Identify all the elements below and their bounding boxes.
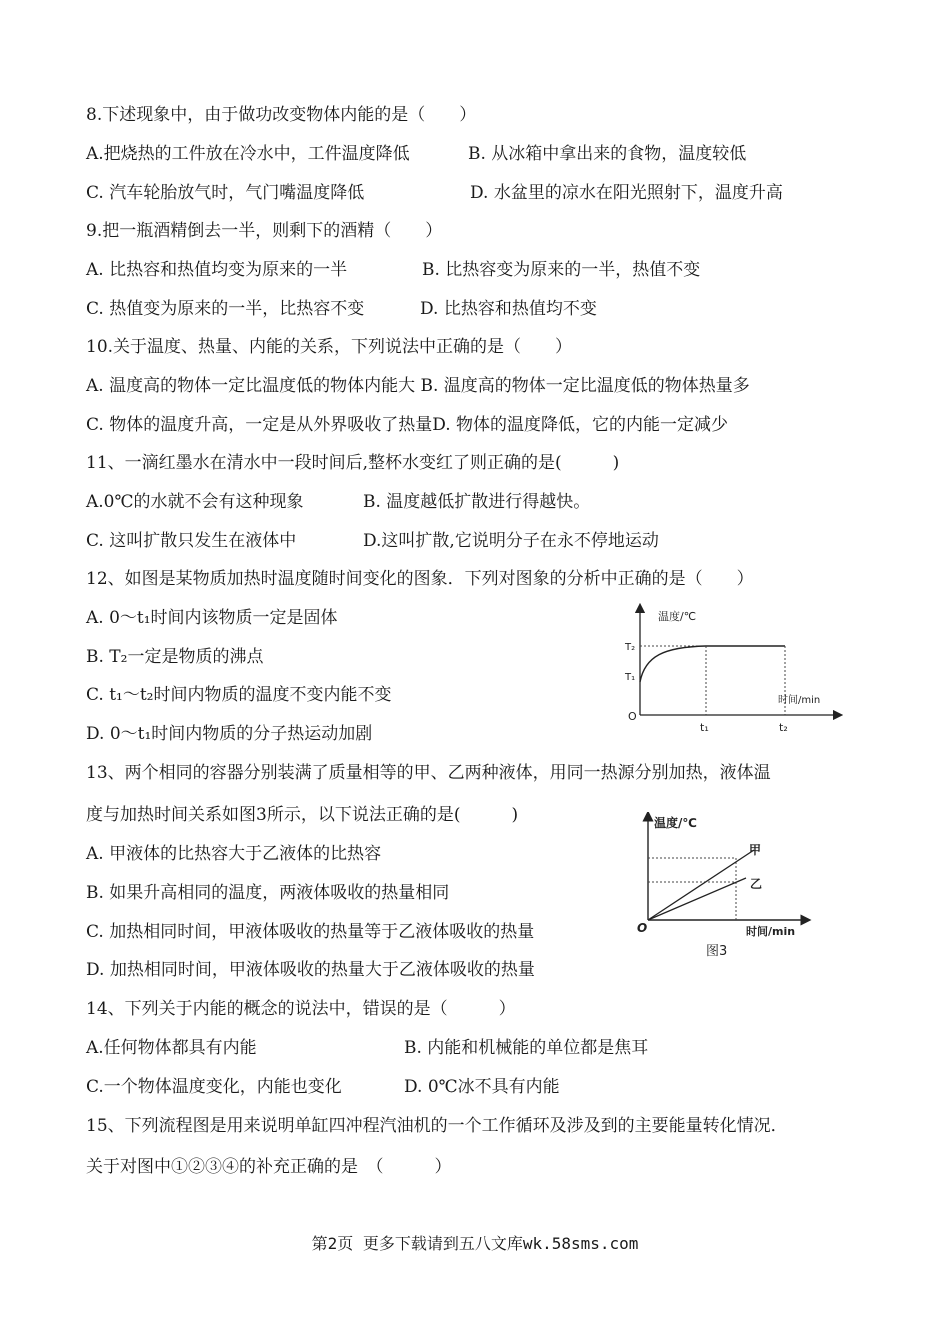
q15-stem-line1: 15、下列流程图是用来说明单缸四冲程汽油机的一个工作循环及涉及到的主要能量转化情况． [86,1116,788,1136]
q13-stem-line2: 度与加热时间关系如图3所示，以下说法正确的是( ) [86,805,519,825]
q10-options-ab: A. 温度高的物体一定比温度低的物体内能大 B. 温度高的物体一定比温度低的物体热量多 [86,376,750,396]
q13-graph-line-yi: 乙 [750,877,763,891]
q13-graph-line-jia: 甲 [749,843,762,857]
q14-option-c: C.一个物体温度变化，内能也变化 [86,1077,342,1097]
q10-options-cd: C. 物体的温度升高，一定是从外界吸收了热量D. 物体的温度降低，它的内能一定减少 [86,415,729,435]
q14-stem: 14、下列关于内能的概念的说法中，错误的是（ ） [86,999,516,1019]
q12-graph-xlabel: 时间/min [778,695,821,706]
q13-graph-ylabel: 温度/℃ [654,816,697,830]
q12-graph-t2: t₂ [779,721,788,734]
q13-graph-xlabel: 时间/min [746,925,796,938]
q13-graph-caption: 图3 [706,944,728,959]
q9-option-d: D. 比热容和热值均不变 [420,299,597,319]
q11-option-c: C. 这叫扩散只发生在液体中 [86,531,297,551]
q13-option-b: B. 如果升高相同的温度，两液体吸收的热量相同 [86,883,450,903]
q13-option-d: D. 加热相同时间，甲液体吸收的热量大于乙液体吸收的热量 [86,960,535,980]
q8-stem: 8.下述现象中，由于做功改变物体内能的是（ ） [86,105,477,125]
q13-option-c: C. 加热相同时间，甲液体吸收的热量等于乙液体吸收的热量 [86,922,535,942]
q14-option-d: D. 0℃冰不具有内能 [404,1077,560,1097]
q12-stem: 12、如图是某物质加热时温度随时间变化的图象．下列对图象的分析中正确的是（ ） [86,569,754,589]
q10-stem: 10.关于温度、热量、内能的关系，下列说法中正确的是（ ） [86,337,573,357]
q12-option-b: B. T₂一定是物质的沸点 [86,647,264,667]
q12-graph-t1: t₁ [700,721,709,734]
q9-stem: 9.把一瓶酒精倒去一半，则剩下的酒精（ ） [86,221,443,241]
q12-option-c: C. t₁～t₂时间内物质的温度不变内能不变 [86,685,392,705]
q12-option-a: A. 0～t₁时间内该物质一定是固体 [86,608,338,628]
q12-graph-T1: T₁ [625,672,636,683]
q12-graph-origin: O [628,710,637,723]
q11-option-a: A.0℃的水就不会有这种现象 [86,492,304,512]
q12-graph-T2: T₂ [625,642,636,653]
q8-option-c: C. 汽车轮胎放气时，气门嘴温度降低 [86,183,365,203]
q8-option-a: A.把烧热的工件放在冷水中，工件温度降低 [86,144,410,164]
q11-option-d: D.这叫扩散,它说明分子在永不停地运动 [363,531,659,551]
q13-graph-origin: O [637,921,648,935]
q9-option-c: C. 热值变为原来的一半，比热容不变 [86,299,365,319]
q9-option-b: B. 比热容变为原来的一半，热值不变 [422,260,701,280]
q8-option-d: D. 水盆里的凉水在阳光照射下，温度升高 [470,183,783,203]
q12-option-d: D. 0～t₁时间内物质的分子热运动加剧 [86,724,373,744]
q14-option-a: A.任何物体都具有内能 [86,1038,257,1058]
q11-stem: 11、一滴红墨水在清水中一段时间后,整杯水变红了则正确的是( ) [86,453,620,473]
q11-option-b: B. 温度越低扩散进行得越快。 [363,492,591,512]
q13-stem-line1: 13、两个相同的容器分别装满了质量相等的甲、乙两种液体，用同一热源分别加热，液体温 [86,763,771,783]
q13-graph [636,812,816,964]
q9-option-a: A. 比热容和热值均变为原来的一半 [86,260,348,280]
q15-stem-line2: 关于对图中①②③④的补充正确的是 （ ） [86,1157,452,1177]
q8-option-b: B. 从冰箱中拿出来的食物，温度较低 [468,144,747,164]
q13-option-a: A. 甲液体的比热容大于乙液体的比热容 [86,844,382,864]
q12-graph [620,600,845,740]
q14-option-b: B. 内能和机械能的单位都是焦耳 [404,1038,649,1058]
page-footer: 第2页 更多下载请到五八文库wk.58sms.com [311,1234,639,1253]
q12-graph-ylabel: 温度/℃ [658,610,697,623]
